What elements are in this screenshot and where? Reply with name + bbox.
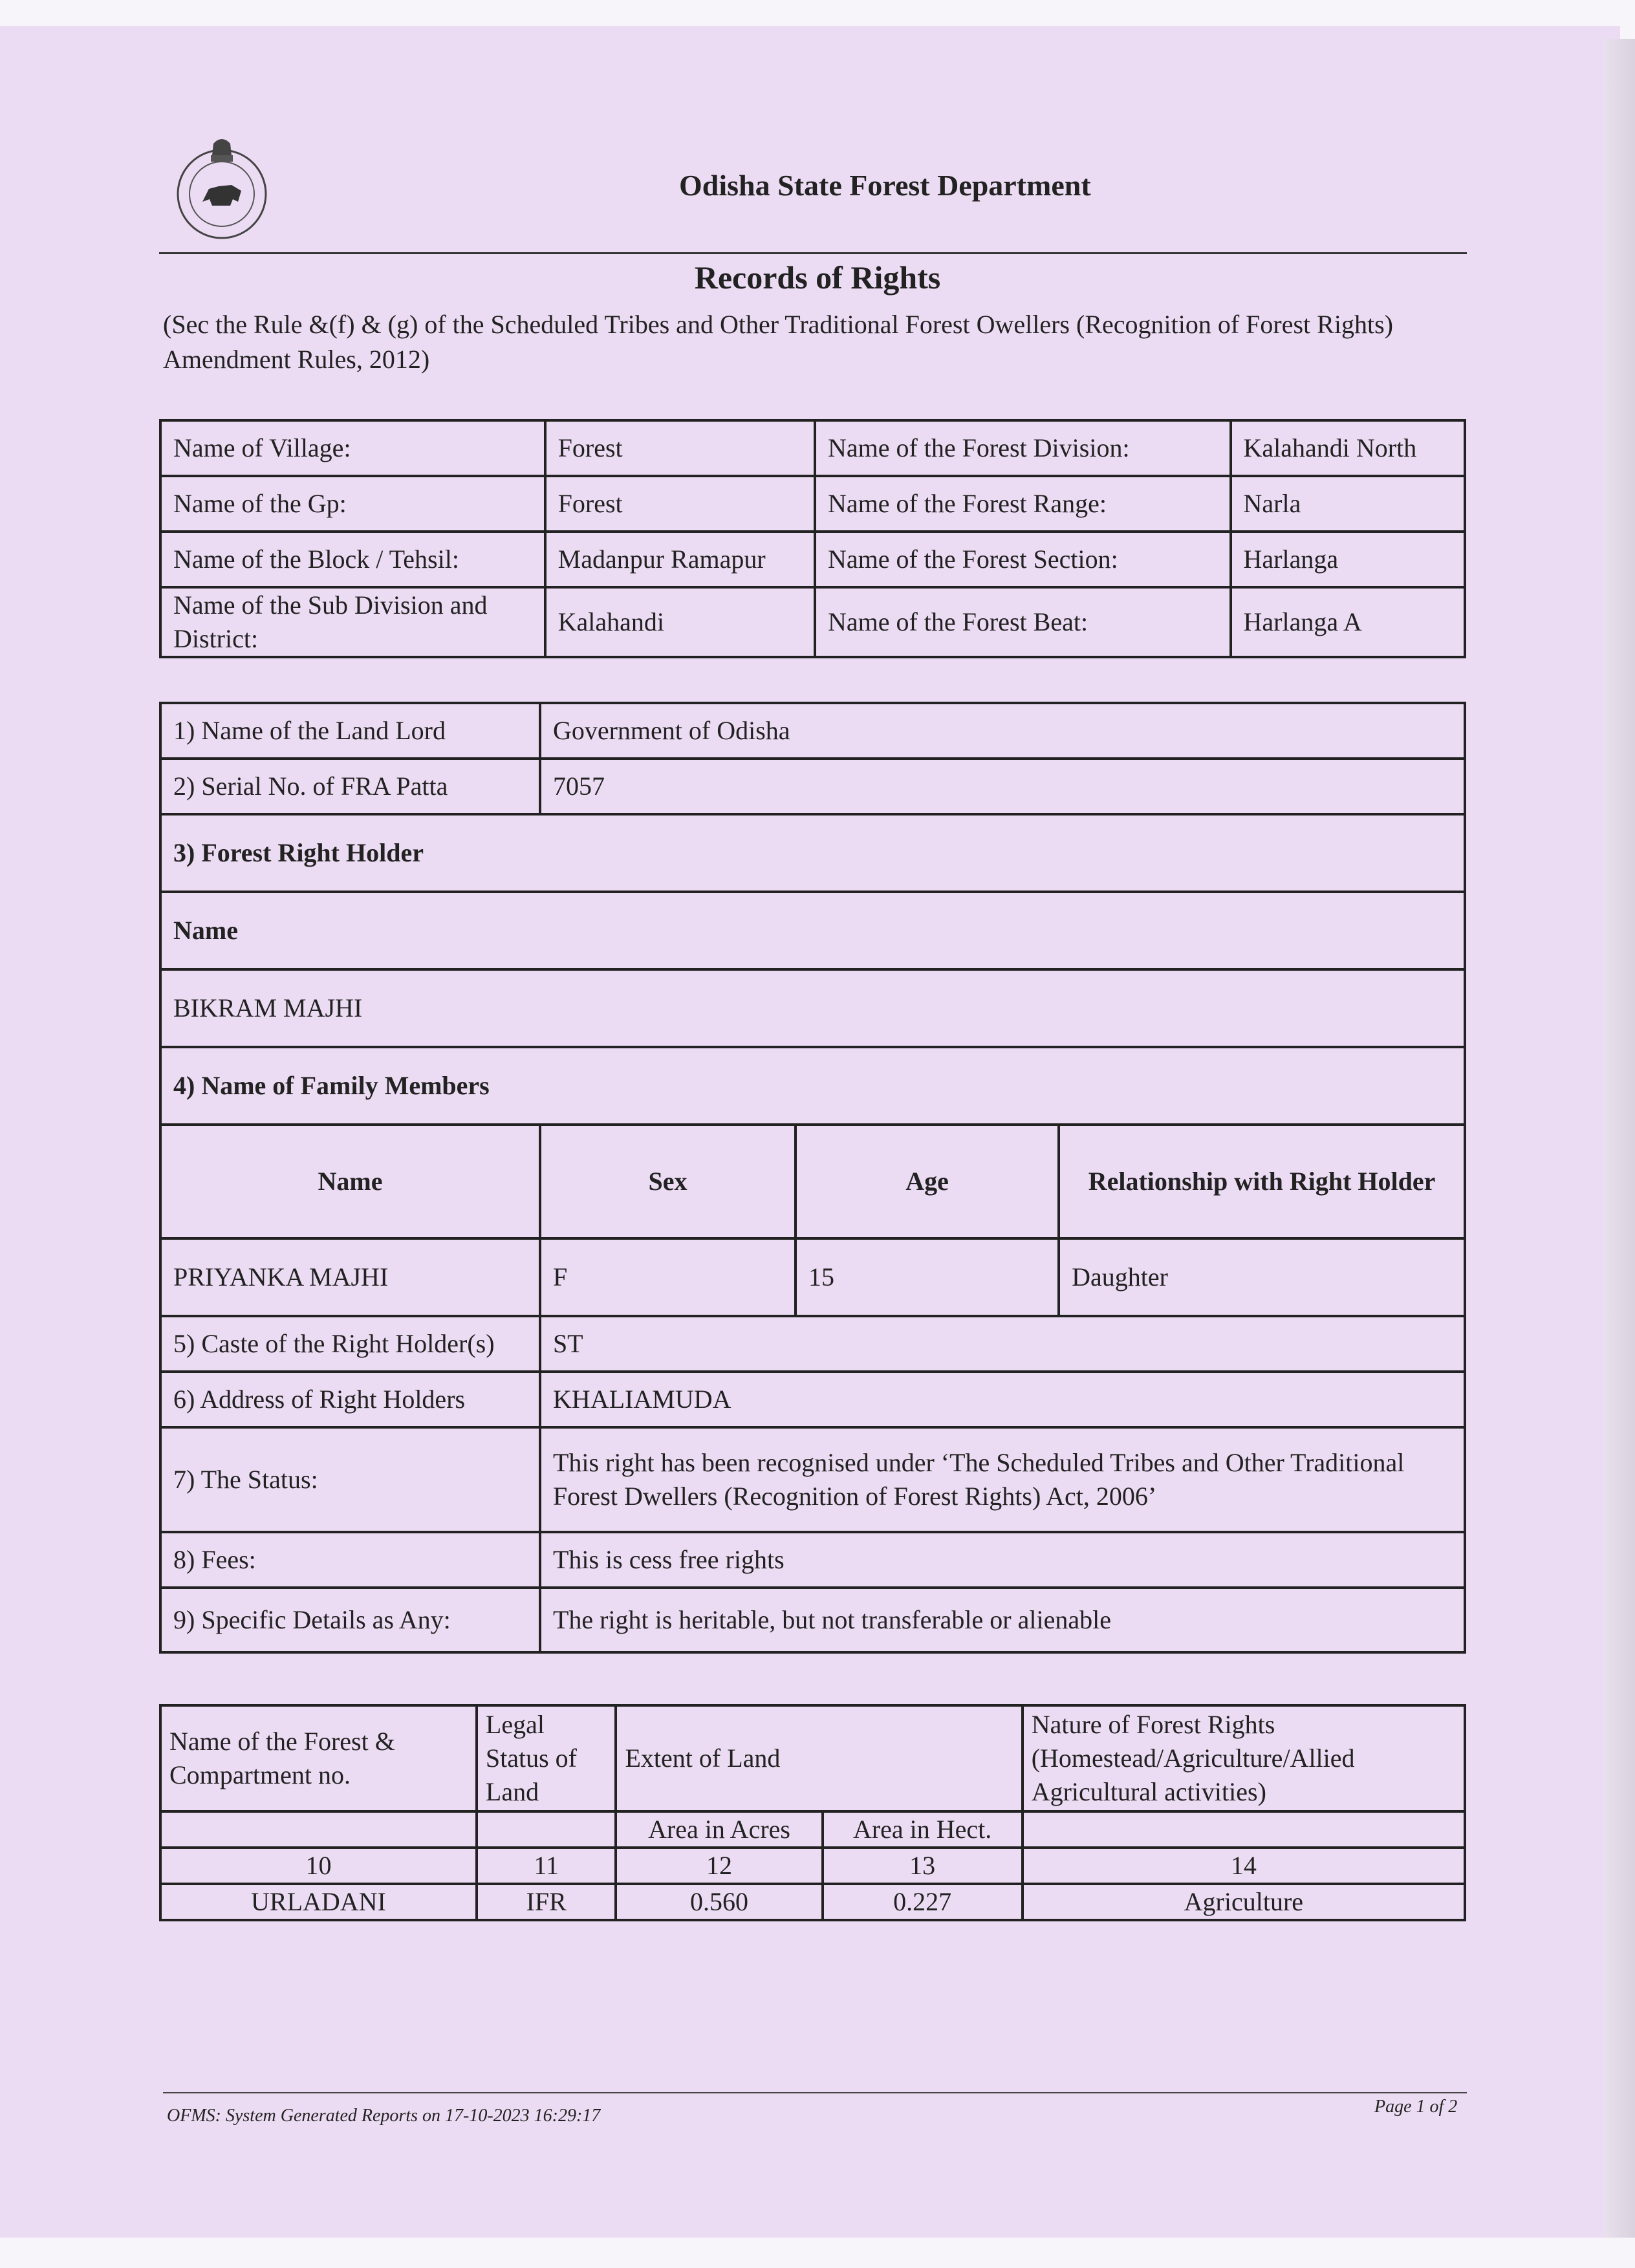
header-divider <box>159 252 1467 254</box>
table-row <box>160 476 1465 532</box>
extent-of-land-header: Extent of Land <box>616 1705 1022 1811</box>
nature-of-rights-header: Nature of Forest Rights (Homestead/Agriculture/Allied Agricultural activities) <box>1023 1705 1465 1811</box>
specific-details-label: 9) Specific Details as Any: <box>160 1588 540 1652</box>
subdivision-label: Name of the Sub Division and District: <box>160 587 545 657</box>
caste-label: 5) Caste of the Right Holder(s) <box>160 1316 540 1372</box>
empty-cell <box>1023 1811 1465 1848</box>
table-row <box>160 587 1465 657</box>
area-hect-header: Area in Hect. <box>823 1811 1023 1848</box>
footer-divider <box>163 2092 1467 2093</box>
table-row <box>160 1125 1465 1238</box>
family-age-header: Age <box>796 1125 1059 1238</box>
table-row <box>160 1047 1465 1125</box>
table-row <box>160 1705 1465 1811</box>
division-label: Name of the Forest Division: <box>815 420 1231 476</box>
table-row <box>160 1588 1465 1652</box>
page-number: Page 1 of 2 <box>1374 2097 1458 2117</box>
fees-value: This is cess free rights <box>540 1532 1465 1588</box>
empty-cell <box>477 1811 616 1848</box>
table-row <box>160 1238 1465 1316</box>
area-acres-value: 0.560 <box>616 1884 822 1920</box>
organization-name: Odisha State Forest Department <box>679 169 1091 202</box>
table-row <box>160 892 1465 969</box>
serial-label: 2) Serial No. of FRA Patta <box>160 759 540 814</box>
area-hect-value: 0.227 <box>823 1884 1023 1920</box>
address-value: KHALIAMUDA <box>540 1372 1465 1427</box>
block-label: Name of the Block / Tehsil: <box>160 532 545 587</box>
forest-compartment-header: Name of the Forest & Compartment no. <box>160 1705 477 1811</box>
table-row <box>160 814 1465 892</box>
empty-cell <box>160 1811 477 1848</box>
table-row <box>160 1884 1465 1920</box>
gp-value: Forest <box>545 476 815 532</box>
generated-timestamp: OFMS: System Generated Reports on 17-10-2023 16:29:17 <box>167 2106 601 2126</box>
landlord-label: 1) Name of the Land Lord <box>160 703 540 759</box>
family-name-header: Name <box>160 1125 540 1238</box>
right-holder-name: BIKRAM MAJHI <box>160 969 1465 1047</box>
section-label: Name of the Forest Section: <box>815 532 1231 587</box>
area-acres-header: Area in Acres <box>616 1811 822 1848</box>
land-details-table <box>159 1704 1466 1921</box>
family-sex-header: Sex <box>540 1125 796 1238</box>
document-title: Records of Rights <box>694 259 941 296</box>
family-member-name: PRIYANKA MAJHI <box>160 1238 540 1316</box>
table-row <box>160 1316 1465 1372</box>
table-row <box>160 1427 1465 1532</box>
status-value <box>540 1427 1465 1532</box>
section-value: Harlanga <box>1231 532 1466 587</box>
odisha-emblem-icon <box>173 129 270 243</box>
table-row <box>160 1532 1465 1588</box>
column-number: 10 <box>160 1848 477 1884</box>
family-member-sex: F <box>540 1238 796 1316</box>
range-value: Narla <box>1231 476 1466 532</box>
table-row <box>160 1848 1465 1884</box>
landlord-value: Government of Odisha <box>540 703 1465 759</box>
document-subtitle: (Sec the Rule &(f) & (g) of the Scheduled Tribes and Other Traditional Forest Owellers (Recognition of Forest Rights) Amendment Rules, 2012) <box>163 310 1393 374</box>
column-number: 11 <box>477 1848 616 1884</box>
block-value: Madanpur Ramapur <box>545 532 815 587</box>
table-row <box>160 1811 1465 1848</box>
column-number: 13 <box>823 1848 1023 1884</box>
nature-of-rights-value: Agriculture <box>1023 1884 1465 1920</box>
specific-details-value: The right is heritable, but not transferable or alienable <box>540 1588 1465 1652</box>
table-row <box>160 1372 1465 1427</box>
village-value: Forest <box>545 420 815 476</box>
status-line-2: Forest Dwellers (Recognition of Forest Rights) Act, 2006’ <box>552 1482 1157 1511</box>
range-label: Name of the Forest Range: <box>815 476 1231 532</box>
page-edge <box>1604 39 1635 2238</box>
legal-status-value: IFR <box>477 1884 616 1920</box>
serial-value: 7057 <box>540 759 1465 814</box>
beat-value: Harlanga A <box>1231 587 1466 657</box>
subdivision-value: Kalahandi <box>545 587 815 657</box>
table-row <box>160 532 1465 587</box>
village-label: Name of Village: <box>160 420 545 476</box>
column-number: 14 <box>1023 1848 1465 1884</box>
family-relationship-header: Relationship with Right Holder <box>1059 1125 1465 1238</box>
column-number: 12 <box>616 1848 822 1884</box>
gp-label: Name of the Gp: <box>160 476 545 532</box>
division-value: Kalahandi North <box>1231 420 1466 476</box>
table-row <box>160 703 1465 759</box>
name-heading: Name <box>160 892 1465 969</box>
address-label: 6) Address of Right Holders <box>160 1372 540 1427</box>
table-row <box>160 759 1465 814</box>
status-label: 7) The Status: <box>160 1427 540 1532</box>
location-table <box>159 419 1466 658</box>
fees-label: 8) Fees: <box>160 1532 540 1588</box>
table-row <box>160 969 1465 1047</box>
right-holder-heading: 3) Forest Right Holder <box>160 814 1465 892</box>
beat-label: Name of the Forest Beat: <box>815 587 1231 657</box>
family-member-age: 15 <box>796 1238 1059 1316</box>
status-line-1: This right has been recognised under ‘The Scheduled Tribes and Other Traditional <box>552 1448 1405 1477</box>
forest-name-value: URLADANI <box>160 1884 477 1920</box>
caste-value: ST <box>540 1316 1465 1372</box>
rights-details-table <box>159 702 1466 1654</box>
table-row <box>160 420 1465 476</box>
legal-status-header: Legal Status of Land <box>477 1705 616 1811</box>
family-members-heading: 4) Name of Family Members <box>160 1047 1465 1125</box>
family-member-relationship: Daughter <box>1059 1238 1465 1316</box>
